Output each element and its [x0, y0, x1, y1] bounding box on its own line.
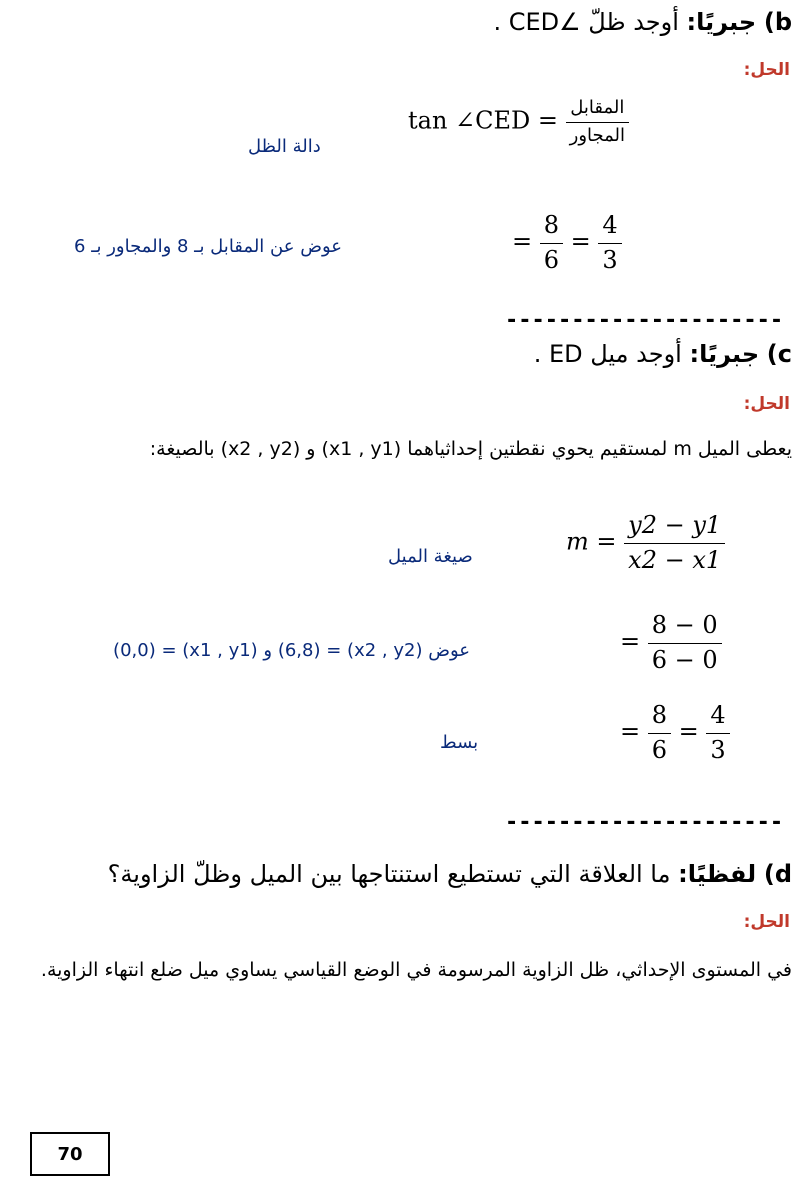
part-c-row1-den: x2 − x1: [628, 545, 722, 574]
part-c-f1-den: 6: [651, 735, 668, 764]
part-c-f2-den: 3: [710, 735, 726, 764]
part-b-label: جبريًا:: [686, 8, 757, 36]
part-c-row1-num: y2 − y1: [628, 511, 722, 539]
part-c-row2-num: 8 − 0: [651, 611, 718, 639]
separator-1: ---------------------: [505, 308, 784, 333]
part-b-f2-den: 3: [602, 245, 618, 274]
part-c-letter: c): [766, 340, 792, 368]
part-c-header: [534, 340, 792, 368]
part-c-fraction-4-3: [706, 702, 729, 764]
part-c-row1-lhs: m =: [566, 527, 617, 556]
part-b-f1-den: 6: [543, 245, 560, 274]
part-b-question: أوجد ظلّ ∠CED .: [493, 8, 679, 36]
part-b-row1-den: المجاور: [569, 124, 626, 146]
part-c-row2-den: 6 − 0: [651, 645, 718, 674]
separator-2: ---------------------: [505, 810, 784, 835]
part-b-solution-label: الحل:: [743, 60, 790, 80]
part-b-row1-fraction: [566, 98, 629, 146]
part-c-solution-label: الحل:: [743, 394, 790, 414]
part-c-slope-fraction: [624, 512, 725, 574]
part-b-f2-num: 4: [602, 211, 618, 239]
part-b-row1-lhs: tan ∠CED =: [408, 106, 559, 135]
part-c-intro: يعطى الميل m لمستقيم يحوي نقطتين إحداثياهما (x1 , y1) و (x2 , y2) بالصيغة:: [149, 438, 792, 460]
part-c-f1-num: 8: [651, 701, 668, 729]
part-d-solution-label: الحل:: [743, 912, 790, 932]
page-number: 70: [57, 1143, 83, 1165]
part-d-header: [108, 860, 792, 888]
part-d-letter: d): [763, 860, 792, 888]
part-d-label: لفظيًا:: [678, 860, 757, 888]
part-c-row2-note: عوض (x2 , y2) = (6,8) و (x1 , y1) = (0,0): [113, 640, 470, 661]
part-c-row1-equation: [566, 512, 725, 574]
part-b-row1-equation: [408, 98, 629, 146]
part-c-row2-equation: = $\frac{8 - 0}{6 - 0}$: [620, 612, 722, 674]
page-number-box: [30, 1132, 110, 1176]
part-c-row1-note: صيغة الميل: [388, 546, 473, 567]
part-c-label: جبريًا:: [689, 340, 760, 368]
part-b-fraction-8-6: [540, 212, 563, 274]
part-c-row2-fraction: [648, 612, 722, 674]
part-b-row2-note: عوض عن المقابل بـ 8 والمجاور بـ 6: [74, 236, 342, 257]
part-b-row1-num: المقابل: [570, 97, 625, 118]
part-d-question: ما العلاقة التي تستطيع استنتاجها بين الميل وظلّ الزاوية؟: [107, 860, 671, 888]
part-c-row3-equation: = $\frac{8}{6}$ = $\frac{4}{3}$: [620, 702, 730, 764]
part-c-question: أوجد ميل ED .: [533, 340, 682, 368]
part-c-row3-note: بسط: [440, 732, 479, 753]
part-c-f2-num: 4: [710, 701, 726, 729]
part-b-fraction-4-3: [598, 212, 621, 274]
part-b-f1-num: 8: [543, 211, 560, 239]
part-d-answer: في المستوى الإحداثي، ظل الزاوية المرسومة في الوضع القياسي يساوي ميل ضلع انتهاء الزاوية.: [40, 959, 792, 981]
part-b-letter: b): [763, 8, 792, 36]
part-b-row2-eq: =: [512, 227, 533, 256]
part-b-header: [493, 8, 792, 36]
part-b-row1-note: دالة الظل: [248, 136, 321, 157]
part-b-row2-equation: = $\frac{8}{6}$ = $\frac{4}{3}$: [512, 212, 622, 274]
part-c-fraction-8-6: [648, 702, 671, 764]
